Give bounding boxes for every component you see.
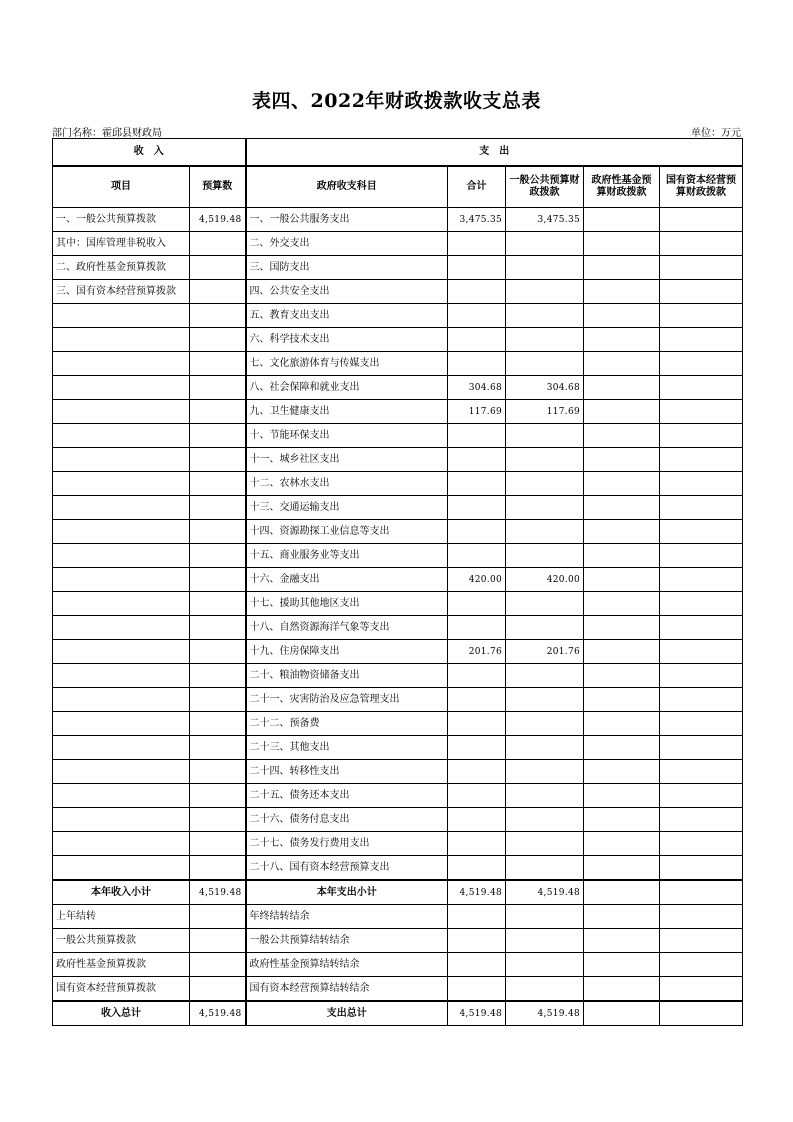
table-row [53,640,743,664]
income-item-cell [53,376,190,400]
general-budget-cell: 420.00 [506,568,584,592]
total-cell [448,856,506,881]
table-row [53,328,743,352]
income-amount-cell [190,544,246,568]
page-title: 表四、2022年财政拨款收支总表 [252,90,541,112]
expense-label-cell: 本年支出小计 [246,880,448,905]
income-amount-cell [190,568,246,592]
expense-subject-cell: 十一、城乡社区支出 [246,448,448,472]
column-header-row [53,166,743,208]
income-amount-cell [190,400,246,424]
expense-subject-cell: 二十三、其他支出 [246,736,448,760]
income-amount-cell [190,736,246,760]
col-header-budget: 预算数 [190,166,246,208]
general-budget-cell [506,977,584,1002]
expense-subject-cell: 国有资本经营预算结转结余 [246,977,448,1002]
col-header-fund: 政府性基金预算财政拨款 [584,166,660,208]
fund-budget-cell [584,712,660,736]
total-cell [448,760,506,784]
expense-subject-cell: 二十四、转移性支出 [246,760,448,784]
total-cell [448,352,506,376]
total-cell [448,592,506,616]
income-item-cell [53,448,190,472]
total-cell [448,616,506,640]
general-budget-cell: 4,519.48 [506,880,584,905]
total-cell [448,832,506,856]
total-cell: 201.76 [448,640,506,664]
expense-subject-cell: 年终结转结余 [246,905,448,929]
general-budget-cell [506,688,584,712]
total-cell [448,424,506,448]
expense-section-label: 支 出 [246,139,743,167]
income-amount-cell [190,929,246,953]
general-budget-cell [506,328,584,352]
income-item-cell [53,352,190,376]
section-header-row [53,139,743,167]
total-cell: 304.68 [448,376,506,400]
state-capital-cell [660,472,743,496]
income-amount-cell [190,760,246,784]
income-amount-cell [190,953,246,977]
table-row [53,784,743,808]
fund-budget-cell [584,208,660,232]
state-capital-cell [660,929,743,953]
income-item-cell [53,784,190,808]
table-row [53,592,743,616]
state-capital-cell [660,712,743,736]
income-amount-cell [190,472,246,496]
table-row [53,448,743,472]
income-amount-cell: 4,519.48 [190,1001,246,1026]
fund-budget-cell [584,520,660,544]
general-budget-cell: 201.76 [506,640,584,664]
income-amount-cell [190,304,246,328]
state-capital-cell [660,688,743,712]
total-cell [448,953,506,977]
total-cell [448,496,506,520]
fund-budget-cell [584,760,660,784]
general-budget-cell [506,232,584,256]
carryover-row [53,977,743,1002]
total-cell [448,256,506,280]
fund-budget-cell [584,929,660,953]
total-cell [448,664,506,688]
general-budget-cell [506,448,584,472]
state-capital-cell [660,616,743,640]
carryover-row [53,929,743,953]
income-amount-cell [190,424,246,448]
expense-subject-cell: 八、社会保障和就业支出 [246,376,448,400]
table-row [53,400,743,424]
general-budget-cell [506,592,584,616]
state-capital-cell [660,856,743,881]
state-capital-cell [660,544,743,568]
table-row [53,496,743,520]
income-item-cell [53,688,190,712]
department-name: 部门名称：霍邱县财政局 [52,128,162,139]
fund-budget-cell [584,953,660,977]
fund-budget-cell [584,664,660,688]
total-cell [448,929,506,953]
state-capital-cell [660,977,743,1002]
total-cell [448,520,506,544]
general-budget-cell [506,424,584,448]
income-amount-cell [190,856,246,881]
income-section-label: 收 入 [53,139,246,167]
state-capital-cell [660,256,743,280]
state-capital-cell [660,568,743,592]
state-capital-cell [660,232,743,256]
total-cell [448,977,506,1002]
col-header-item: 项目 [53,166,190,208]
fund-budget-cell [584,328,660,352]
income-item-cell [53,832,190,856]
income-label-cell: 收入总计 [53,1001,190,1026]
budget-table [52,138,743,1026]
state-capital-cell [660,880,743,905]
table-row [53,712,743,736]
state-capital-cell [660,208,743,232]
income-item-cell [53,472,190,496]
income-amount-cell [190,688,246,712]
expense-subject-cell: 三、国防支出 [246,256,448,280]
income-item-cell: 上年结转 [53,905,190,929]
expense-subject-cell: 政府性基金预算结转结余 [246,953,448,977]
total-cell [448,784,506,808]
state-capital-cell [660,832,743,856]
income-item-cell: 政府性基金预算拨款 [53,953,190,977]
general-budget-cell [506,664,584,688]
general-budget-cell [506,784,584,808]
general-budget-cell [506,472,584,496]
total-cell: 3,475.35 [448,208,506,232]
general-budget-cell [506,856,584,881]
income-item-cell [53,760,190,784]
income-amount-cell [190,592,246,616]
col-header-general: 一般公共预算财政拨款 [506,166,584,208]
fund-budget-cell [584,280,660,304]
state-capital-cell [660,1001,743,1026]
income-item-cell [53,640,190,664]
fund-budget-cell [584,544,660,568]
expense-subject-cell: 十三、交通运输支出 [246,496,448,520]
expense-subject-cell: 十六、金融支出 [246,568,448,592]
expense-subject-cell: 二十八、国有资本经营预算支出 [246,856,448,881]
fund-budget-cell [584,424,660,448]
fund-budget-cell [584,832,660,856]
table-row [53,472,743,496]
table-row [53,832,743,856]
total-cell [448,280,506,304]
income-item-cell [53,568,190,592]
state-capital-cell [660,280,743,304]
expense-subject-cell: 二十五、债务还本支出 [246,784,448,808]
income-item-cell [53,664,190,688]
col-header-state: 国有资本经营预算财政拨款 [660,166,743,208]
fund-budget-cell [584,448,660,472]
general-budget-cell [506,736,584,760]
income-amount-cell [190,832,246,856]
fund-budget-cell [584,304,660,328]
unit-label: 单位：万元 [691,128,741,139]
table-row [53,424,743,448]
state-capital-cell [660,640,743,664]
fund-budget-cell [584,256,660,280]
fund-budget-cell [584,640,660,664]
expense-subject-cell: 十四、资源勘探工业信息等支出 [246,520,448,544]
expense-subject-cell: 十八、自然资源海洋气象等支出 [246,616,448,640]
general-budget-cell [506,496,584,520]
col-header-subject: 政府收支科目 [246,166,448,208]
fund-budget-cell [584,688,660,712]
fund-budget-cell [584,1001,660,1026]
total-cell: 420.00 [448,568,506,592]
carryover-row [53,953,743,977]
income-amount-cell: 4,519.48 [190,208,246,232]
income-amount-cell [190,232,246,256]
expense-subject-cell: 十二、农林水支出 [246,472,448,496]
expense-subject-cell: 一般公共预算结转结余 [246,929,448,953]
fund-budget-cell [584,568,660,592]
income-item-cell [53,304,190,328]
total-cell [448,472,506,496]
expense-subject-cell: 五、教育支出支出 [246,304,448,328]
income-item-cell [53,424,190,448]
income-amount-cell [190,616,246,640]
expense-subject-cell: 四、公共安全支出 [246,280,448,304]
income-item-cell [53,400,190,424]
fund-budget-cell [584,736,660,760]
expense-subject-cell: 二十二、预备费 [246,712,448,736]
fund-budget-cell [584,905,660,929]
total-cell [448,808,506,832]
state-capital-cell [660,520,743,544]
general-budget-cell [506,929,584,953]
income-item-cell: 一般公共预算拨款 [53,929,190,953]
table-row [53,304,743,328]
state-capital-cell [660,304,743,328]
income-item-cell [53,592,190,616]
general-budget-cell [506,280,584,304]
fund-budget-cell [584,808,660,832]
table-row [53,520,743,544]
income-amount-cell [190,520,246,544]
total-cell [448,544,506,568]
expense-subject-cell: 十九、住房保障支出 [246,640,448,664]
table-row [53,208,743,232]
income-item-cell: 一、一般公共预算拨款 [53,208,190,232]
state-capital-cell [660,736,743,760]
state-capital-cell [660,760,743,784]
fund-budget-cell [584,977,660,1002]
total-cell: 4,519.48 [448,1001,506,1026]
total-cell [448,328,506,352]
income-item-cell [53,856,190,881]
expense-subject-cell: 二十一、灾害防治及应急管理支出 [246,688,448,712]
total-cell: 4,519.48 [448,880,506,905]
state-capital-cell [660,808,743,832]
income-amount-cell [190,640,246,664]
general-budget-cell [506,616,584,640]
carryover-row [53,905,743,929]
expense-subject-cell: 六、科学技术支出 [246,328,448,352]
income-item-cell: 二、政府性基金预算拨款 [53,256,190,280]
expense-subject-cell: 十、节能环保支出 [246,424,448,448]
table-row [53,280,743,304]
income-amount-cell [190,496,246,520]
income-item-cell [53,712,190,736]
fund-budget-cell [584,784,660,808]
general-budget-cell: 304.68 [506,376,584,400]
fund-budget-cell [584,232,660,256]
expense-subject-cell: 二十七、债务发行费用支出 [246,832,448,856]
state-capital-cell [660,664,743,688]
table-row [53,664,743,688]
expense-subject-cell: 二、外交支出 [246,232,448,256]
income-item-cell [53,328,190,352]
state-capital-cell [660,424,743,448]
general-budget-cell [506,953,584,977]
income-amount-cell [190,905,246,929]
fund-budget-cell [584,400,660,424]
income-item-cell [53,496,190,520]
table-row [53,568,743,592]
general-budget-cell [506,808,584,832]
fund-budget-cell [584,592,660,616]
income-item-cell [53,808,190,832]
general-budget-cell: 3,475.35 [506,208,584,232]
state-capital-cell [660,953,743,977]
expense-subject-cell: 二十六、债务付息支出 [246,808,448,832]
table-row [53,808,743,832]
total-cell [448,905,506,929]
table-row [53,232,743,256]
income-item-cell: 国有资本经营预算拨款 [53,977,190,1002]
income-amount-cell [190,977,246,1002]
income-item-cell: 其中：国库管理非税收入 [53,232,190,256]
income-item-cell [53,736,190,760]
income-item-cell [53,616,190,640]
table-row [53,544,743,568]
table-row [53,760,743,784]
state-capital-cell [660,376,743,400]
grand-total-row [53,1001,743,1026]
income-amount-cell [190,664,246,688]
table-row [53,352,743,376]
state-capital-cell [660,496,743,520]
general-budget-cell [506,520,584,544]
income-amount-cell [190,448,246,472]
total-cell [448,736,506,760]
income-item-cell [53,544,190,568]
expense-subject-cell: 一、一般公共服务支出 [246,208,448,232]
general-budget-cell: 4,519.48 [506,1001,584,1026]
general-budget-cell [506,760,584,784]
state-capital-cell [660,784,743,808]
income-amount-cell [190,808,246,832]
table-row [53,376,743,400]
income-amount-cell [190,352,246,376]
total-cell [448,712,506,736]
state-capital-cell [660,352,743,376]
income-amount-cell: 4,519.48 [190,880,246,905]
fund-budget-cell [584,856,660,881]
income-amount-cell [190,712,246,736]
total-cell [448,448,506,472]
general-budget-cell [506,352,584,376]
expense-subject-cell: 十七、援助其他地区支出 [246,592,448,616]
income-item-cell: 三、国有资本经营预算拨款 [53,280,190,304]
income-amount-cell [190,256,246,280]
total-cell [448,232,506,256]
fund-budget-cell [584,616,660,640]
state-capital-cell [660,905,743,929]
table-row [53,688,743,712]
expense-subject-cell: 十五、商业服务业等支出 [246,544,448,568]
fund-budget-cell [584,880,660,905]
expense-subject-cell: 九、卫生健康支出 [246,400,448,424]
expense-subject-cell: 二十、粮油物资储备支出 [246,664,448,688]
income-amount-cell [190,376,246,400]
state-capital-cell [660,448,743,472]
table-row [53,256,743,280]
general-budget-cell [506,905,584,929]
general-budget-cell [506,256,584,280]
table-row [53,736,743,760]
col-header-total: 合计 [448,166,506,208]
income-item-cell [53,520,190,544]
fund-budget-cell [584,352,660,376]
income-amount-cell [190,280,246,304]
fund-budget-cell [584,496,660,520]
total-cell [448,304,506,328]
general-budget-cell [506,832,584,856]
total-cell [448,688,506,712]
general-budget-cell [506,712,584,736]
state-capital-cell [660,592,743,616]
income-amount-cell [190,784,246,808]
state-capital-cell [660,328,743,352]
general-budget-cell [506,304,584,328]
total-cell: 117.69 [448,400,506,424]
income-amount-cell [190,328,246,352]
subtotal-row [53,880,743,905]
fund-budget-cell [584,376,660,400]
fund-budget-cell [584,472,660,496]
expense-subject-cell: 七、文化旅游体育与传媒支出 [246,352,448,376]
table-row [53,616,743,640]
income-label-cell: 本年收入小计 [53,880,190,905]
table-row [53,856,743,881]
general-budget-cell: 117.69 [506,400,584,424]
expense-label-cell: 支出总计 [246,1001,448,1026]
general-budget-cell [506,544,584,568]
state-capital-cell [660,400,743,424]
